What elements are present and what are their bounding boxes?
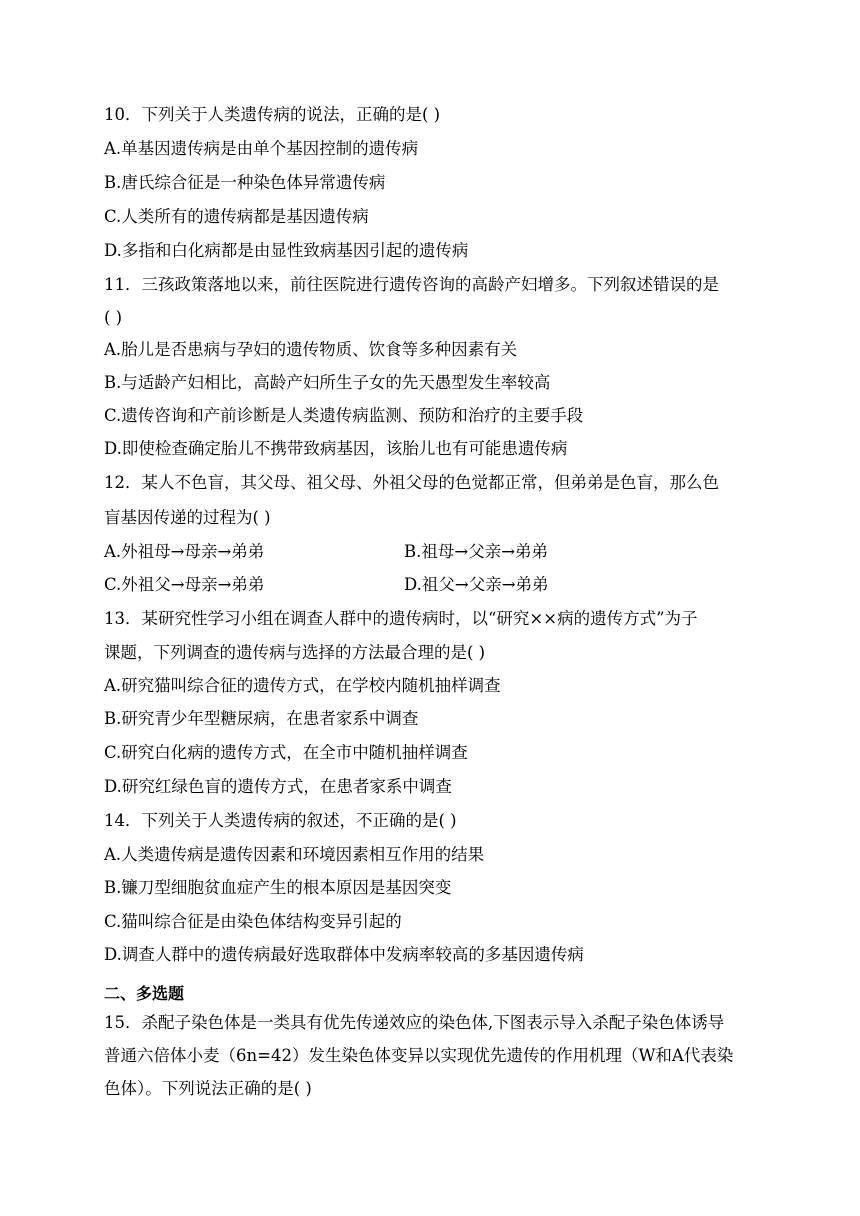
q10-option-b: B.唐氏综合征是一种染色体异常遗传病 <box>104 173 386 192</box>
q10-stem: 10．下列关于人类遗传病的说法，正确的是( ) <box>104 105 441 124</box>
q13-stem-line1: 13．某研究性学习小组在调查人群中的遗传病时，以“研究××病的遗传方式”为子 <box>104 609 698 628</box>
q14-option-a: A.人类遗传病是遗传因素和环境因素相互作用的结果 <box>104 845 485 864</box>
q12-option-d: D.祖父→父亲→弟弟 <box>404 575 549 594</box>
q14-option-d: D.调查人群中的遗传病最好选取群体中发病率较高的多基因遗传病 <box>104 945 584 964</box>
section-heading-multiple-choice: 二、多选题 <box>104 984 185 1003</box>
q13-stem-line2: 课题，下列调查的遗传病与选择的方法最合理的是( ) <box>104 643 486 662</box>
q12-stem-line1: 12．某人不色盲，其父母、祖父母、外祖父母的色觉都正常，但弟弟是色盲，那么色 <box>104 473 719 492</box>
q13-option-a: A.研究猫叫综合征的遗传方式，在学校内随机抽样调查 <box>104 676 501 695</box>
q10-option-c: C.人类所有的遗传病都是基因遗传病 <box>104 207 369 226</box>
q11-stem-line2: ( ) <box>104 308 123 327</box>
q12-option-b: B.祖母→父亲→弟弟 <box>404 542 549 561</box>
q11-stem-line1: 11．三孩政策落地以来，前往医院进行遗传咨询的高龄产妇增多。下列叙述错误的是 <box>104 275 719 294</box>
q11-option-a: A.胎儿是否患病与孕妇的遗传物质、饮食等多种因素有关 <box>104 340 518 359</box>
q15-stem-line2: 普通六倍体小麦（6n=42）发生染色体变异以实现优先遗传的作用机理（W和A代表染 <box>104 1046 734 1065</box>
q13-option-b: B.研究青少年型糖尿病，在患者家系中调查 <box>104 709 419 728</box>
q13-option-d: D.研究红绿色盲的遗传方式，在患者家系中调查 <box>104 777 452 796</box>
q12-stem-line2: 盲基因传递的过程为( ) <box>104 508 271 527</box>
q15-stem-line1: 15．杀配子染色体是一类具有优先传递效应的染色体,下图表示导入杀配子染色体诱导 <box>104 1013 725 1032</box>
q14-stem: 14．下列关于人类遗传病的叙述，不正确的是( ) <box>104 811 457 830</box>
q14-option-b: B.镰刀型细胞贫血症产生的根本原因是基因突变 <box>104 878 452 897</box>
q14-option-c: C.猫叫综合征是由染色体结构变异引起的 <box>104 912 402 931</box>
q13-option-c: C.研究白化病的遗传方式，在全市中随机抽样调查 <box>104 743 468 762</box>
q11-option-c: C.遗传咨询和产前诊断是人类遗传病监测、预防和治疗的主要手段 <box>104 406 584 425</box>
q10-option-d: D.多指和白化病都是由显性致病基因引起的遗传病 <box>104 241 469 260</box>
q11-option-d: D.即使检查确定胎儿不携带致病基因，该胎儿也有可能患遗传病 <box>104 439 568 458</box>
q11-option-b: B.与适龄产妇相比，高龄产妇所生子女的先天愚型发生率较高 <box>104 373 551 392</box>
q10-option-a: A.单基因遗传病是由单个基因控制的遗传病 <box>104 139 419 158</box>
q15-stem-line3: 色体）。下列说法正确的是( ) <box>104 1079 312 1098</box>
q12-option-c: C.外祖父→母亲→弟弟 <box>104 575 265 594</box>
q12-option-a: A.外祖母→母亲→弟弟 <box>104 542 265 561</box>
